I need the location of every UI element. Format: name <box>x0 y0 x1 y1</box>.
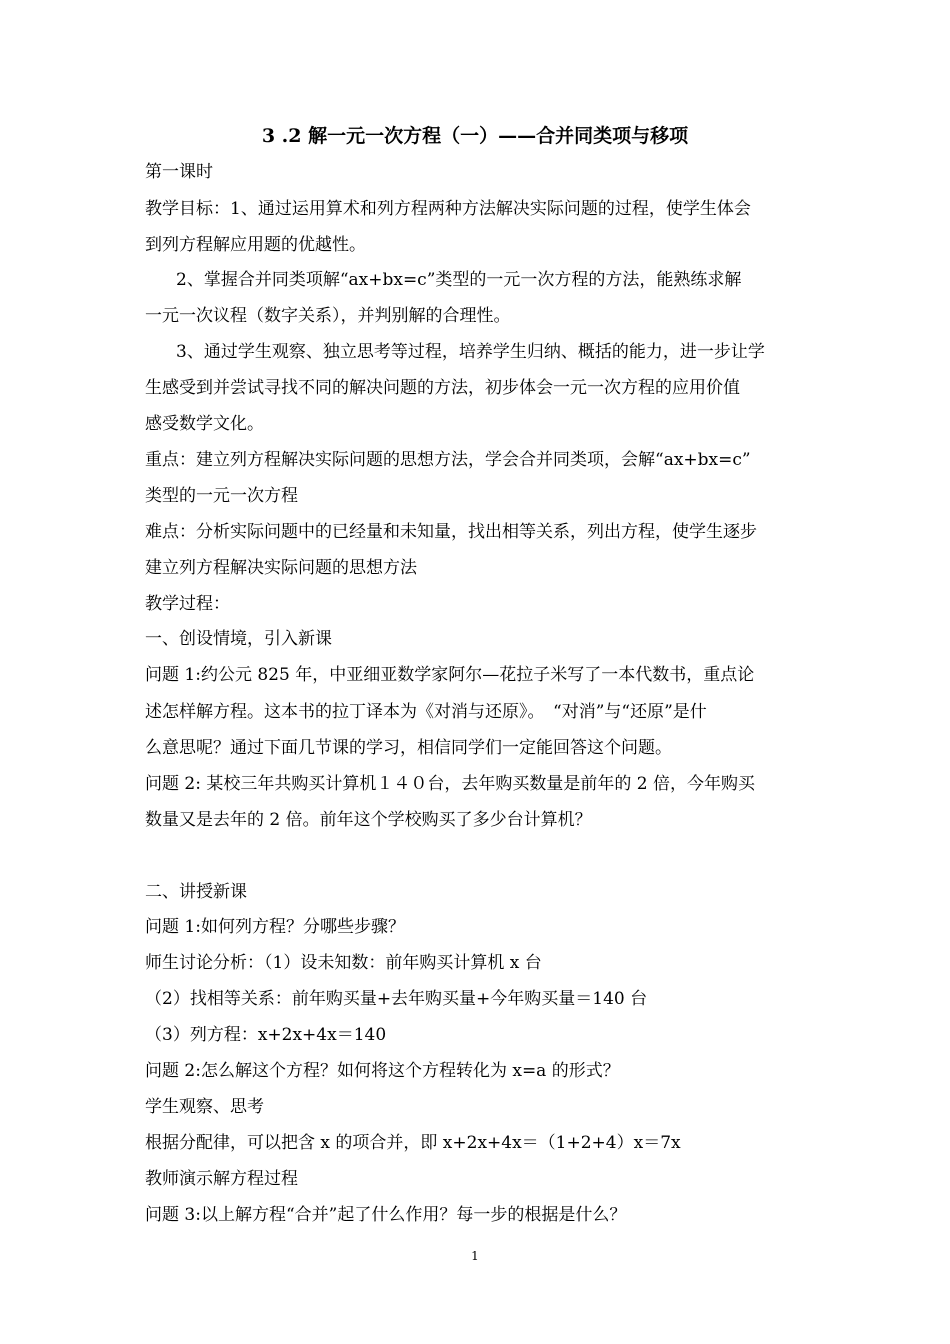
problem-2-line-1: 问题 2: 某校三年共购买计算机１４０台，去年购买数量是前年的 2 倍，今年购买 <box>145 774 755 794</box>
lesson-period: 第一课时 <box>145 162 213 182</box>
difficulty-line-1: 难点：分析实际问题中的已经量和未知量，找出相等关系，列出方程，使学生逐步 <box>145 522 757 542</box>
new-problem-1: 问题 1:如何列方程？分哪些步骤？ <box>145 917 405 937</box>
distributive-law-line: 根据分配律，可以把含 x 的项合并，即 x+2x+4x＝（1+2+4）x＝7x <box>145 1133 681 1153</box>
objectives-line-1: 教学目标：1、通过运用算术和列方程两种方法解决实际问题的过程，使学生体会 <box>145 199 751 219</box>
problem-1-line-2: 述怎样解方程。这本书的拉丁译本为《对消与还原》。 “对消”与“还原”是什 <box>145 702 707 722</box>
problem-1-line-3: 么意思呢？通过下面几节课的学习，相信同学们一定能回答这个问题。 <box>145 738 672 758</box>
section-two-heading: 二、讲授新课 <box>145 882 247 902</box>
new-problem-2: 问题 2:怎么解这个方程？如何将这个方程转化为 x=a 的形式？ <box>145 1061 620 1081</box>
analysis-step-2: （2）找相等关系：前年购买量+去年购买量+今年购买量＝140 台 <box>145 989 648 1009</box>
analysis-step-1: 师生讨论分析：（1）设未知数：前年购买计算机 x 台 <box>145 953 542 973</box>
teacher-demonstration: 教师演示解方程过程 <box>145 1169 298 1189</box>
objectives-line-7: 感受数学文化。 <box>145 414 264 434</box>
document-title: 3 .2 解一元一次方程（一）——合并同类项与移项 <box>261 125 689 147</box>
section-one-heading: 一、创设情境，引入新课 <box>145 629 332 649</box>
objectives-line-4: 一元一次议程（数字关系），并判别解的合理性。 <box>145 306 511 326</box>
objectives-line-5: 3、通过学生观察、独立思考等过程，培养学生归纳、概括的能力，进一步让学 <box>176 342 765 362</box>
key-point-line-1: 重点：建立列方程解决实际问题的思想方法，学会合并同类项，会解“ax+bx=c” <box>145 450 751 470</box>
teaching-process-heading: 教学过程： <box>145 594 230 614</box>
objectives-line-2: 到列方程解应用题的优越性。 <box>145 235 366 255</box>
problem-2-line-2: 数量又是去年的 2 倍。前年这个学校购买了多少台计算机？ <box>145 810 592 830</box>
objectives-line-6: 生感受到并尝试寻找不同的解决问题的方法，初步体会一元一次方程的应用价值 <box>145 378 740 398</box>
page-number: 1 <box>471 1249 479 1263</box>
student-observation: 学生观察、思考 <box>145 1097 264 1117</box>
key-point-line-2: 类型的一元一次方程 <box>145 486 298 506</box>
analysis-step-3: （3）列方程：x+2x+4x＝140 <box>145 1025 387 1045</box>
objectives-line-3: 2、掌握合并同类项解“ax+bx=c”类型的一元一次方程的方法，能熟练求解 <box>176 270 742 290</box>
problem-1-line-1: 问题 1:约公元 825 年，中亚细亚数学家阿尔—花拉子米写了一本代数书，重点论 <box>145 665 755 685</box>
difficulty-line-2: 建立列方程解决实际问题的思想方法 <box>145 558 417 578</box>
new-problem-3: 问题 3:以上解方程“合并”起了什么作用？每一步的根据是什么？ <box>145 1205 627 1225</box>
